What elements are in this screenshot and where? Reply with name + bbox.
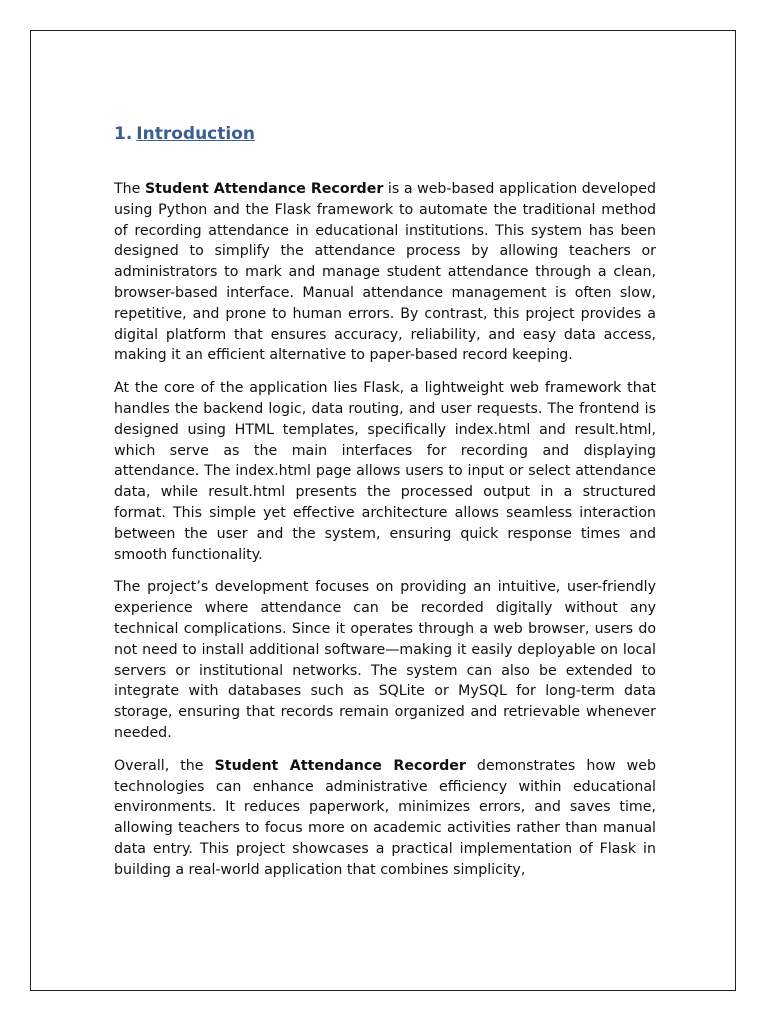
project-name-bold: Student Attendance Recorder bbox=[144, 181, 384, 197]
section-title: Introduction bbox=[136, 124, 255, 144]
paragraph-intro bbox=[114, 179, 656, 366]
paragraph-text: Overall, the bbox=[114, 757, 215, 774]
paragraph-architecture: At the core of the application lies Flask, a lightweight web framework that handles the backend logic, data routing, and user requests. The frontend is designed using HTML templates, specifically index.html and result.html, which serve as the main interfaces for recording and displaying attendance. The index.html page allows users to input or select attendance data, while result.html presents the processed output in a structured format. This simple yet effective architecture allows seamless interaction between the user and the system, ensuring quick response times and smooth functionality. bbox=[114, 380, 656, 563]
document-page bbox=[30, 30, 736, 991]
paragraph-text: is a web-based application developed using Python and the Flask framework to automate the traditional method of recording attendance in educational institutions. This system has been designed to simplify the attendance process by allowing teachers or administrators to mark and manage student attendance through a clean, browser-based interface. Manual attendance management is often slow, repetitive, and prone to human errors. By contrast, this project provides a digital platform that ensures accuracy, reliability, and easy data access, making it an efficient alternative to paper-based record keeping. bbox=[114, 181, 656, 364]
page-content bbox=[114, 122, 656, 893]
section-heading bbox=[114, 122, 656, 146]
paragraph-text: demonstrates how web technologies can enhance administrative efficiency within educational environments. It reduces paperwork, minimizes errors, and saves time, allowing teachers to focus more on academic activities rather than manual data entry. This project showcases a practical implementation of Flask in building a real-world application that combines simplicity, bbox=[114, 757, 656, 878]
section-number: 1. bbox=[114, 124, 133, 144]
project-name-bold: Student Attendance Recorder bbox=[214, 757, 466, 774]
paragraph-overall bbox=[114, 756, 656, 881]
paragraph-text: The bbox=[114, 181, 145, 197]
paragraph-development: The project’s development focuses on providing an intuitive, user-friendly experience where attendance can be recorded digitally without any technical complications. Since it operates through a web browser, users do not need to install additional software—making it easily deployable on local servers or institutional networks. The system can also be extended to integrate with databases such as SQLite or MySQL for long-term data storage, ensuring that records remain organized and retrievable whenever needed. bbox=[114, 579, 656, 741]
